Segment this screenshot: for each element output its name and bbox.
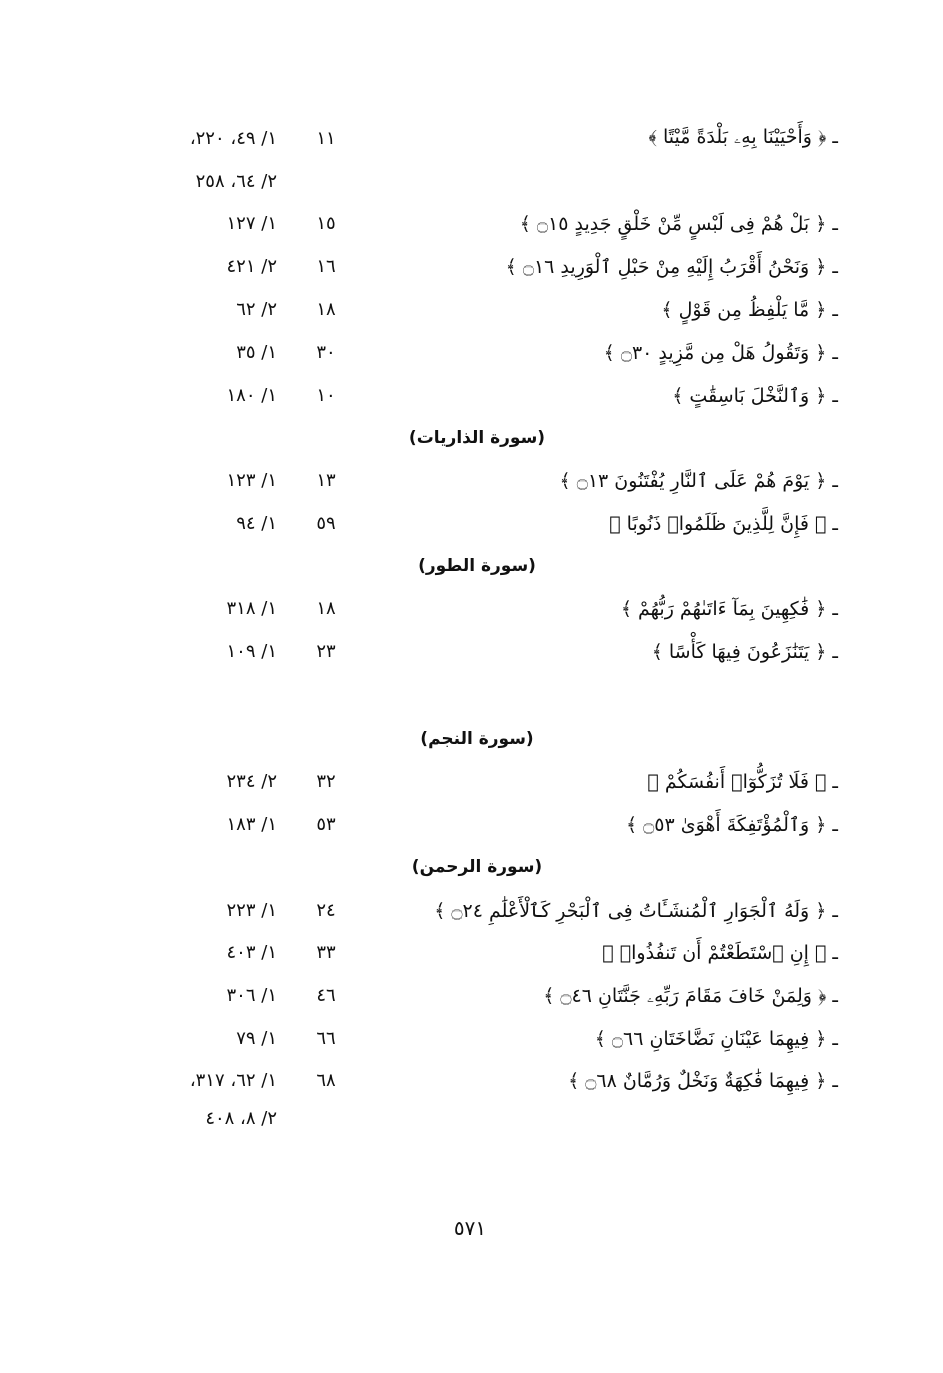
verse-text: ـ ﴿ فَإِنَّ لِلَّذِينَ ظَلَمُوا۟ ذَنُوبًا ﴾ (609, 513, 838, 535)
verse-number: ٣٠ (316, 342, 336, 363)
verse-number: ٦٨ (316, 1070, 336, 1091)
reference: ٢/ ٤٢١ (226, 256, 277, 277)
verse-text: ـ ﴿ وَٱلْمُؤْتَفِكَةَ أَهْوَىٰ ۝٥٣ ﴾ (625, 814, 838, 836)
verse-number: ١٨ (316, 299, 336, 320)
verse-number: ١٨ (316, 598, 336, 619)
reference: ١/ ٣١٨ (226, 598, 277, 619)
reference: ١/ ٤٩، ٢٢٠، (189, 128, 277, 149)
reference: ١/ ٦٢، ٣١٧، (189, 1070, 277, 1091)
verse-number: ٤٦ (316, 985, 336, 1006)
reference: ١/ ٣٠٦ (226, 985, 277, 1006)
reference: ١/ ٩٤ (236, 513, 277, 534)
reference: ١/ ١٢٣ (226, 470, 277, 491)
verse-text: ـ ﴿ يَتَنَٰزَعُونَ فِيهَا كَأْسًا ﴾ (651, 641, 838, 663)
verse-number: ٣٣ (316, 942, 336, 963)
reference: ٢/ ٢٣٤ (226, 771, 277, 792)
verse-text: ـ ﴿ فَٰكِهِينَ بِمَآ ءَاتَىٰهُمْ رَبُّهُمْ ﴾ (620, 598, 838, 620)
verse-text: ـ ﴿ إِنِ ٱسْتَطَعْتُمْ أَن تَنفُذُوا۟ ﴾ (602, 942, 838, 964)
reference: ١/ ١٨٠ (226, 385, 277, 406)
verse-number: ١٥ (316, 213, 336, 234)
reference: ١/ ١٠٩ (226, 641, 277, 662)
verse-number: ٥٣ (316, 814, 336, 835)
reference: ٢/ ٦٢ (236, 299, 277, 320)
reference: ١/ ١٢٧ (226, 213, 277, 234)
surah-heading: (سورة الرحمن) (411, 857, 543, 877)
verse-text: ـ ﴿ فَلَا تُزَكُّوٓا۟ أَنفُسَكُمْ ﴾ (647, 771, 838, 793)
surah-heading: (سورة الذاريات) (408, 428, 546, 448)
verse-text: ـ ﴿ مَّا يَلْفِظُ مِن قَوْلٍ ﴾ (661, 299, 838, 321)
verse-number: ٢٣ (316, 641, 336, 662)
reference: ١/ ٧٩ (236, 1028, 277, 1049)
verse-number: ١٠ (316, 385, 336, 406)
reference: ١/ ٢٢٣ (226, 900, 277, 921)
verse-text: ـ ﴿ فِيهِمَا فَٰكِهَةٌ وَنَخْلٌ وَرُمَّانٌ ۝٦٨ ﴾ (568, 1070, 838, 1092)
page-number: ٥٧١ (453, 1216, 487, 1240)
reference-continued: ٢/ ٦٤، ٢٥٨ (195, 171, 277, 192)
verse-text: ـ ﴿ وَنَحْنُ أَقْرَبُ إِلَيْهِ مِنْ حَبْلِ ٱلْوَرِيدِ ۝١٦ ﴾ (505, 256, 838, 278)
verse-text: ـ ﴿ وَأَحْيَيْنَا بِهِۦ بَلْدَةً مَّيْتًا ﴾ (648, 126, 838, 148)
verse-text: ـ ﴿ فِيهِمَا عَيْنَانِ نَضَّاخَتَانِ ۝٦٦ ﴾ (594, 1028, 838, 1050)
reference: ١/ ١٨٣ (226, 814, 277, 835)
verse-text: ـ ﴿ وَلِمَنْ خَافَ مَقَامَ رَبِّهِۦ جَنَّتَانِ ۝٤٦ ﴾ (543, 985, 838, 1007)
reference-continued: ٢/ ٨، ٤٠٨ (205, 1108, 277, 1129)
verse-number: ٣٢ (316, 771, 336, 792)
verse-number: ١٦ (316, 256, 336, 277)
reference: ١/ ٤٠٣ (226, 942, 277, 963)
verse-number: ١١ (316, 128, 336, 149)
verse-text: ـ ﴿ وَتَقُولُ هَلْ مِن مَّزِيدٍ ۝٣٠ ﴾ (603, 342, 838, 364)
verse-number: ٥٩ (316, 513, 336, 534)
surah-heading: (سورة الطور) (418, 556, 536, 576)
surah-heading: (سورة النجم) (420, 729, 534, 749)
verse-number: ٦٦ (316, 1028, 336, 1049)
verse-text: ـ ﴿ يَوْمَ هُمْ عَلَى ٱلنَّارِ يُفْتَنُونَ ۝١٣ ﴾ (559, 470, 838, 492)
verse-number: ٢٤ (316, 900, 336, 921)
verse-text: ـ ﴿ بَلْ هُمْ فِى لَبْسٍ مِّنْ خَلْقٍ جَدِيدٍ ۝١٥ ﴾ (519, 213, 838, 235)
verse-number: ١٣ (316, 470, 336, 491)
verse-text: ـ ﴿ وَٱلنَّخْلَ بَاسِقَٰتٍ ﴾ (672, 385, 838, 407)
verse-text: ـ ﴿ وَلَهُ ٱلْجَوَارِ ٱلْمُنشَـَٔاتُ فِى ٱلْبَحْرِ كَٱلْأَعْلَٰمِ ۝٢٤ ﴾ (434, 900, 838, 922)
reference: ١/ ٣٥ (236, 342, 277, 363)
